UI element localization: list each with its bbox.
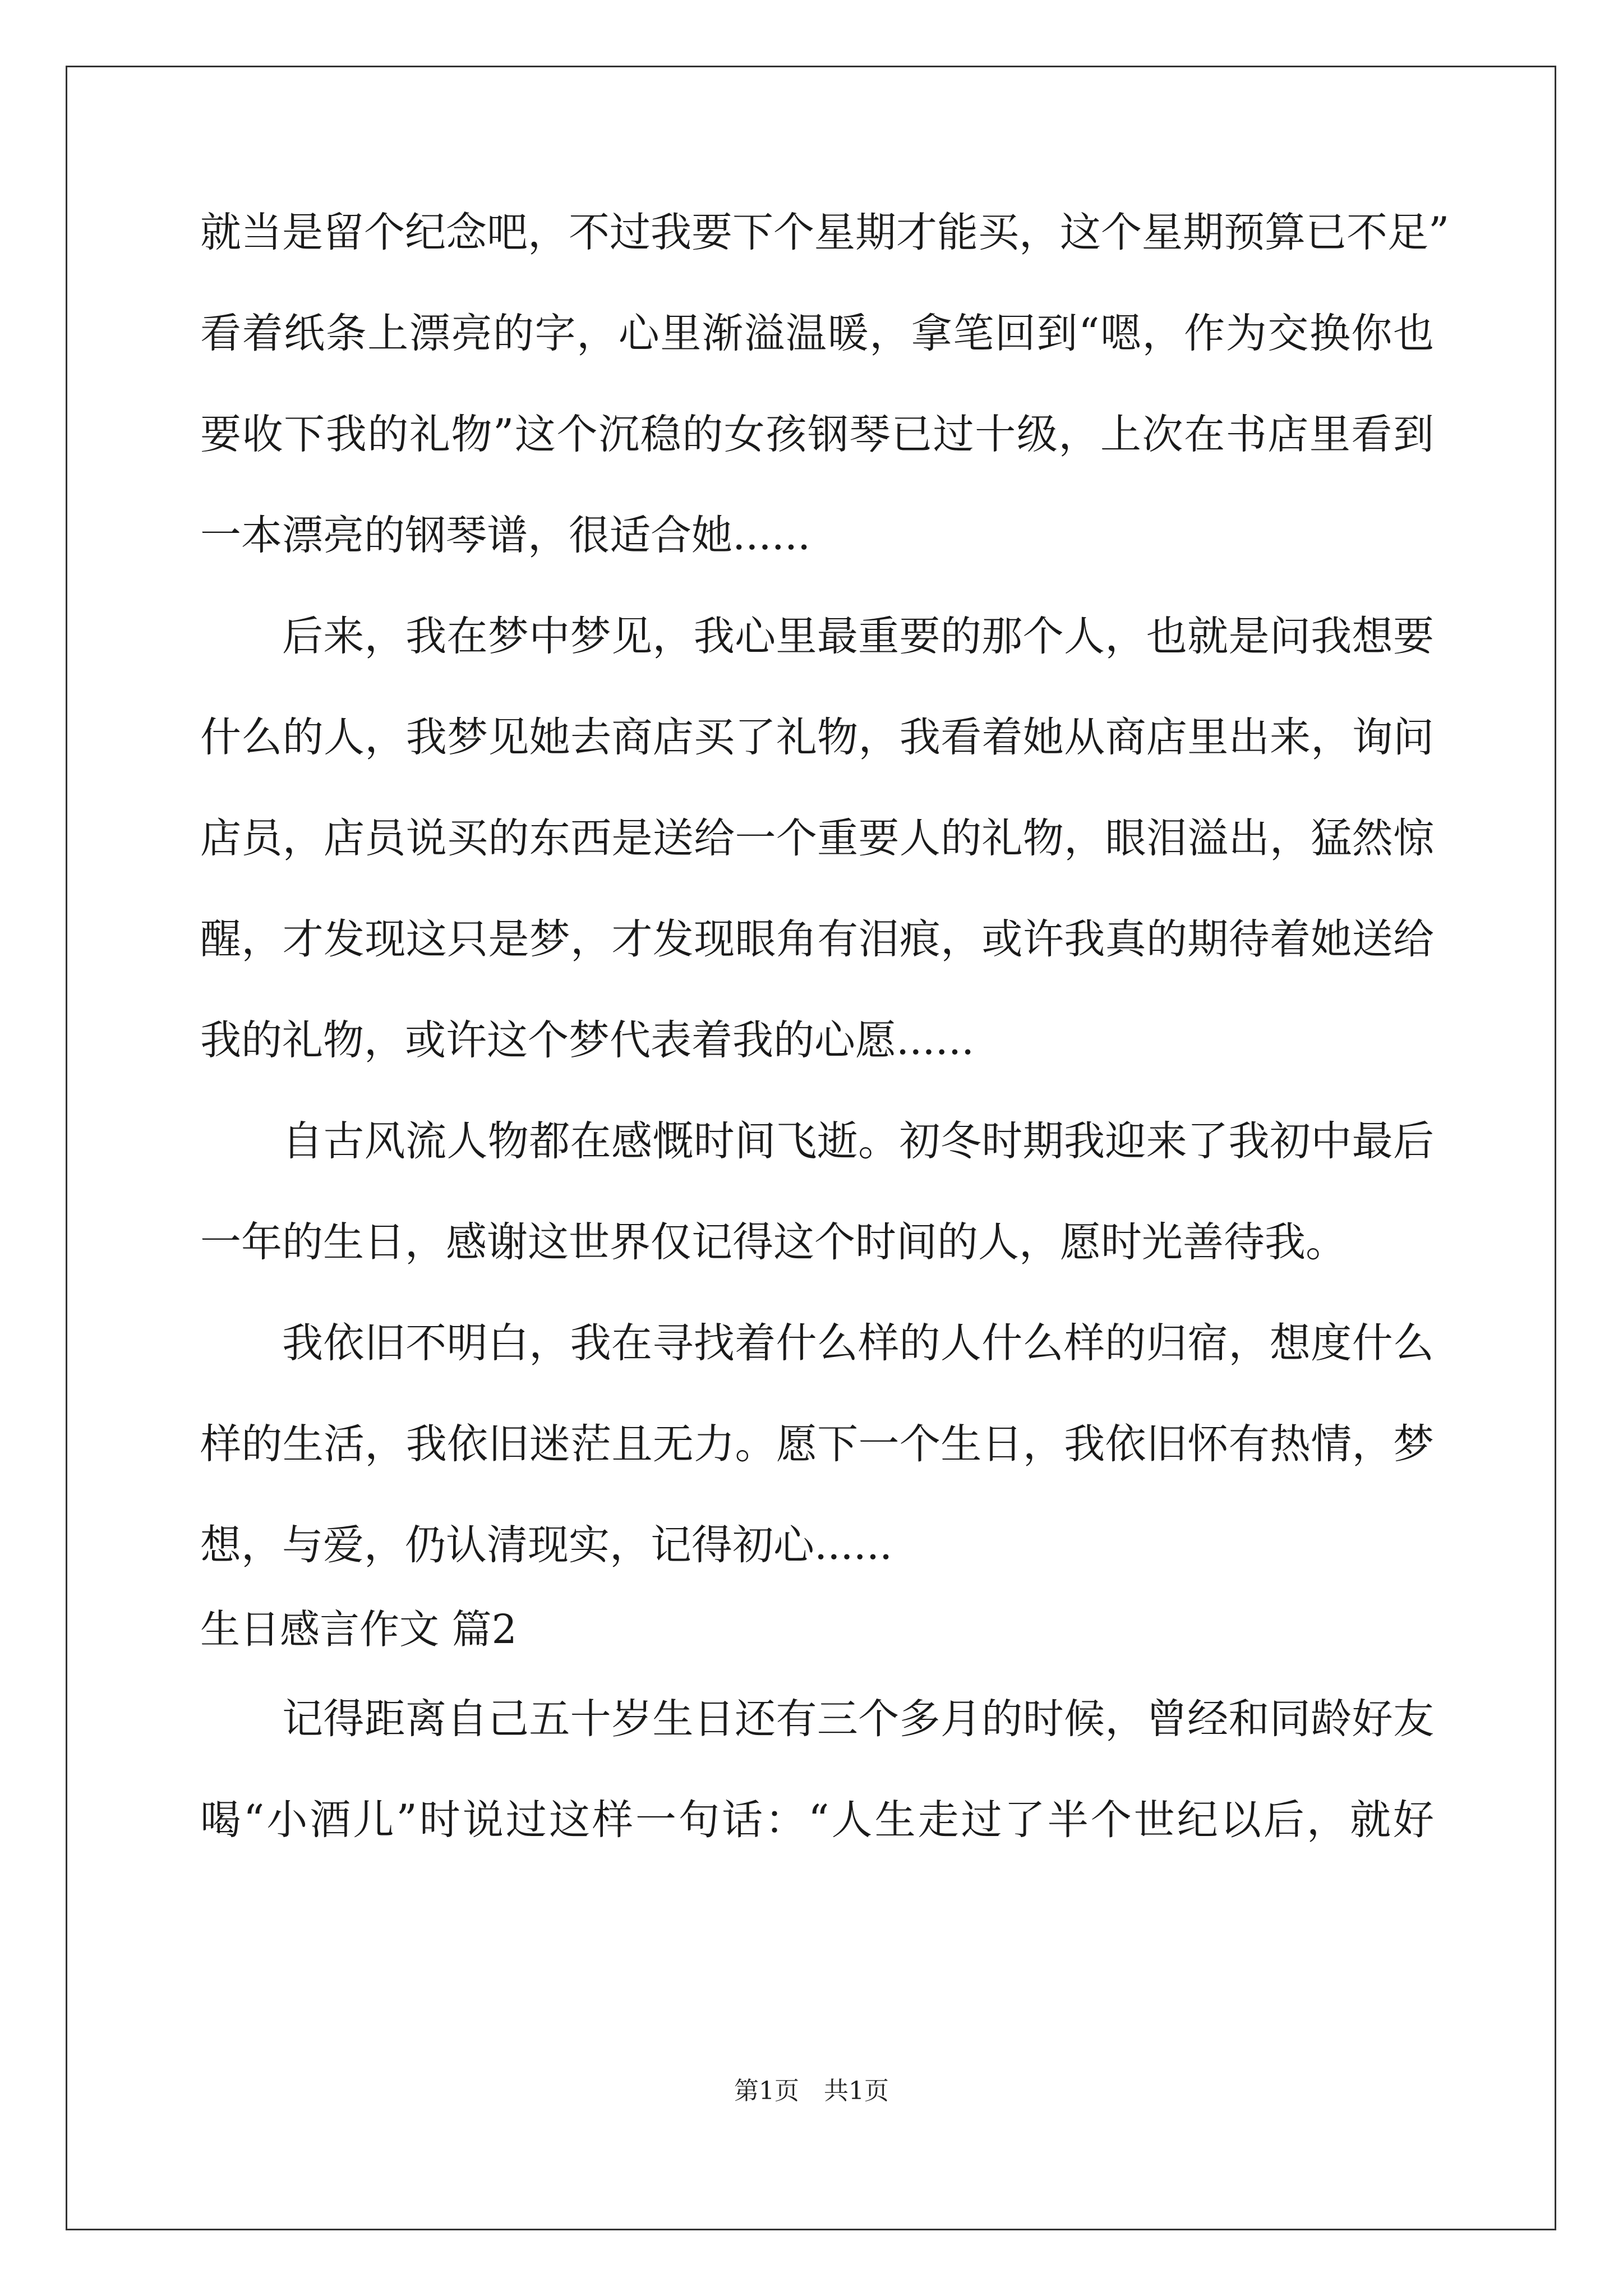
- paragraph-4-line-1: 我依旧不明白，我在寻找着什么样的人什么样的归宿，想度什么: [282, 1319, 1434, 1367]
- section-heading: 生日感言作文 篇2: [200, 1606, 517, 1653]
- paragraph-1-line-2: 看着纸条上漂亮的字，心里渐溢温暖，拿笔回到“嗯，作为交换你也: [200, 310, 1434, 357]
- paragraph-2-line-5: 我的礼物，或许这个梦代表着我的心愿......: [200, 1016, 975, 1064]
- paragraph-1-line-4: 一本漂亮的钢琴谱，很适合她......: [200, 512, 811, 559]
- paragraph-2-line-4: 醒，才发现这只是梦，才发现眼角有泪痕，或许我真的期待着她送给: [200, 915, 1434, 963]
- paragraph-3-line-1: 自古风流人物都在感慨时间飞逝。初冬时期我迎来了我初中最后: [282, 1117, 1434, 1165]
- paragraph-3-line-2: 一年的生日，感谢这世界仅记得这个时间的人，愿时光善待我。: [200, 1218, 1347, 1266]
- paragraph-6-line-1: 记得距离自己五十岁生日还有三个多月的时候，曾经和同龄好友: [282, 1695, 1434, 1743]
- paragraph-2-line-3: 店员，店员说买的东西是送给一个重要人的礼物，眼泪溢出，猛然惊: [200, 815, 1434, 862]
- paragraph-2-line-1: 后来，我在梦中梦见，我心里最重要的那个人，也就是问我想要: [282, 613, 1434, 660]
- paragraph-4-line-2: 样的生活，我依旧迷茫且无力。愿下一个生日，我依旧怀有热情，梦: [200, 1420, 1434, 1468]
- paragraph-6-line-2: 喝“小酒儿”时说过这样一句话：“人生走过了半个世纪以后，就好: [200, 1796, 1434, 1844]
- paragraph-1-line-1: 就当是留个纪念吧，不过我要下个星期才能买，这个星期预算已不足”: [200, 209, 1450, 256]
- paragraph-2-line-2: 什么的人，我梦见她去商店买了礼物，我看着她从商店里出来，询问: [200, 714, 1434, 761]
- page-footer: 第1页 共1页: [734, 2077, 889, 2105]
- paragraph-1-line-3: 要收下我的礼物”这个沉稳的女孩钢琴已过十级，上次在书店里看到: [200, 411, 1434, 458]
- paragraph-4-line-3: 想，与爱，仍认清现实，记得初心......: [200, 1521, 893, 1569]
